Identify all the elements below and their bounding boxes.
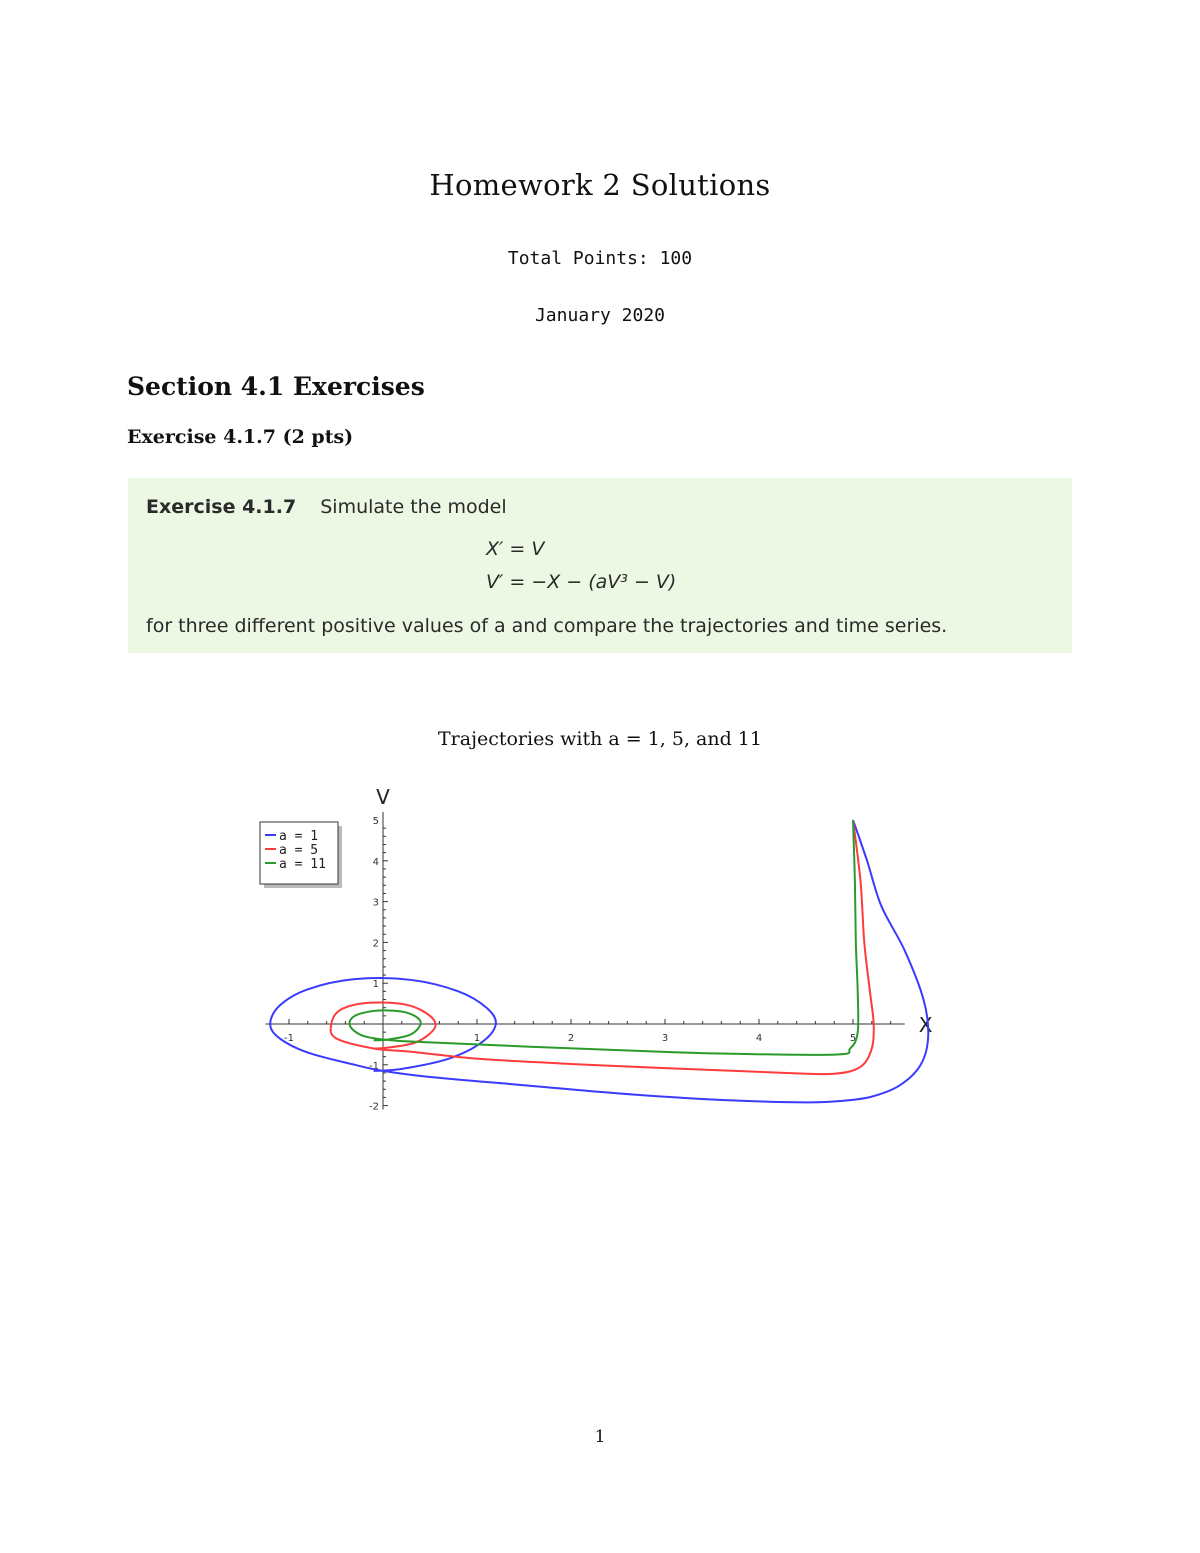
exercise-heading: Exercise 4.1.7 (2 pts) [127,426,354,448]
document-title: Homework 2 Solutions [429,168,771,202]
figure-caption: Trajectories with a = 1, 5, and 11 [438,728,762,750]
y-axis-label: V [376,784,390,809]
legend-entry: a = 5 [279,843,319,858]
y-tick-label: 3 [372,897,379,909]
y-tick-label: 4 [372,856,379,868]
y-tick-label: 1 [372,979,379,991]
x-tick-label: 2 [567,1033,575,1044]
y-tick-label: 2 [372,938,379,950]
y-tick-label: -1 [369,1060,379,1072]
equation-1: X′ = V [486,538,545,560]
exercise-box-label: Exercise 4.1.7 [146,496,297,518]
x-tick-label: 4 [755,1033,763,1044]
section-heading: Section 4.1 Exercises [127,372,425,401]
exercise-box [128,478,1072,653]
exercise-box-after: for three different positive values of a and compare the trajectories and time series. [146,615,948,637]
x-tick-label: 1 [473,1033,481,1044]
legend-entry: a = 11 [279,857,326,872]
series-line-3 [350,820,859,1055]
x-tick-label: 5 [849,1033,857,1044]
exercise-box-lead [146,496,507,518]
equation-2: V′ = −X − (aV³ − V) [486,571,677,593]
legend-entry: a = 1 [279,829,319,844]
x-tick-label: -1 [284,1033,294,1044]
y-tick-label: -2 [369,1101,379,1113]
series-line-2 [331,820,874,1074]
x-tick-label: 3 [661,1033,669,1044]
axes [266,785,933,1113]
document-date: January 2020 [534,305,666,326]
x-axis-label: X [918,1013,933,1037]
exercise-box-lead-text: Simulate the model [320,496,507,518]
total-points: Total Points: 100 [507,248,693,269]
legend [260,822,342,888]
trajectory-chart [240,780,960,1120]
y-tick-label: 5 [372,816,379,827]
page-number: 1 [594,1427,606,1447]
